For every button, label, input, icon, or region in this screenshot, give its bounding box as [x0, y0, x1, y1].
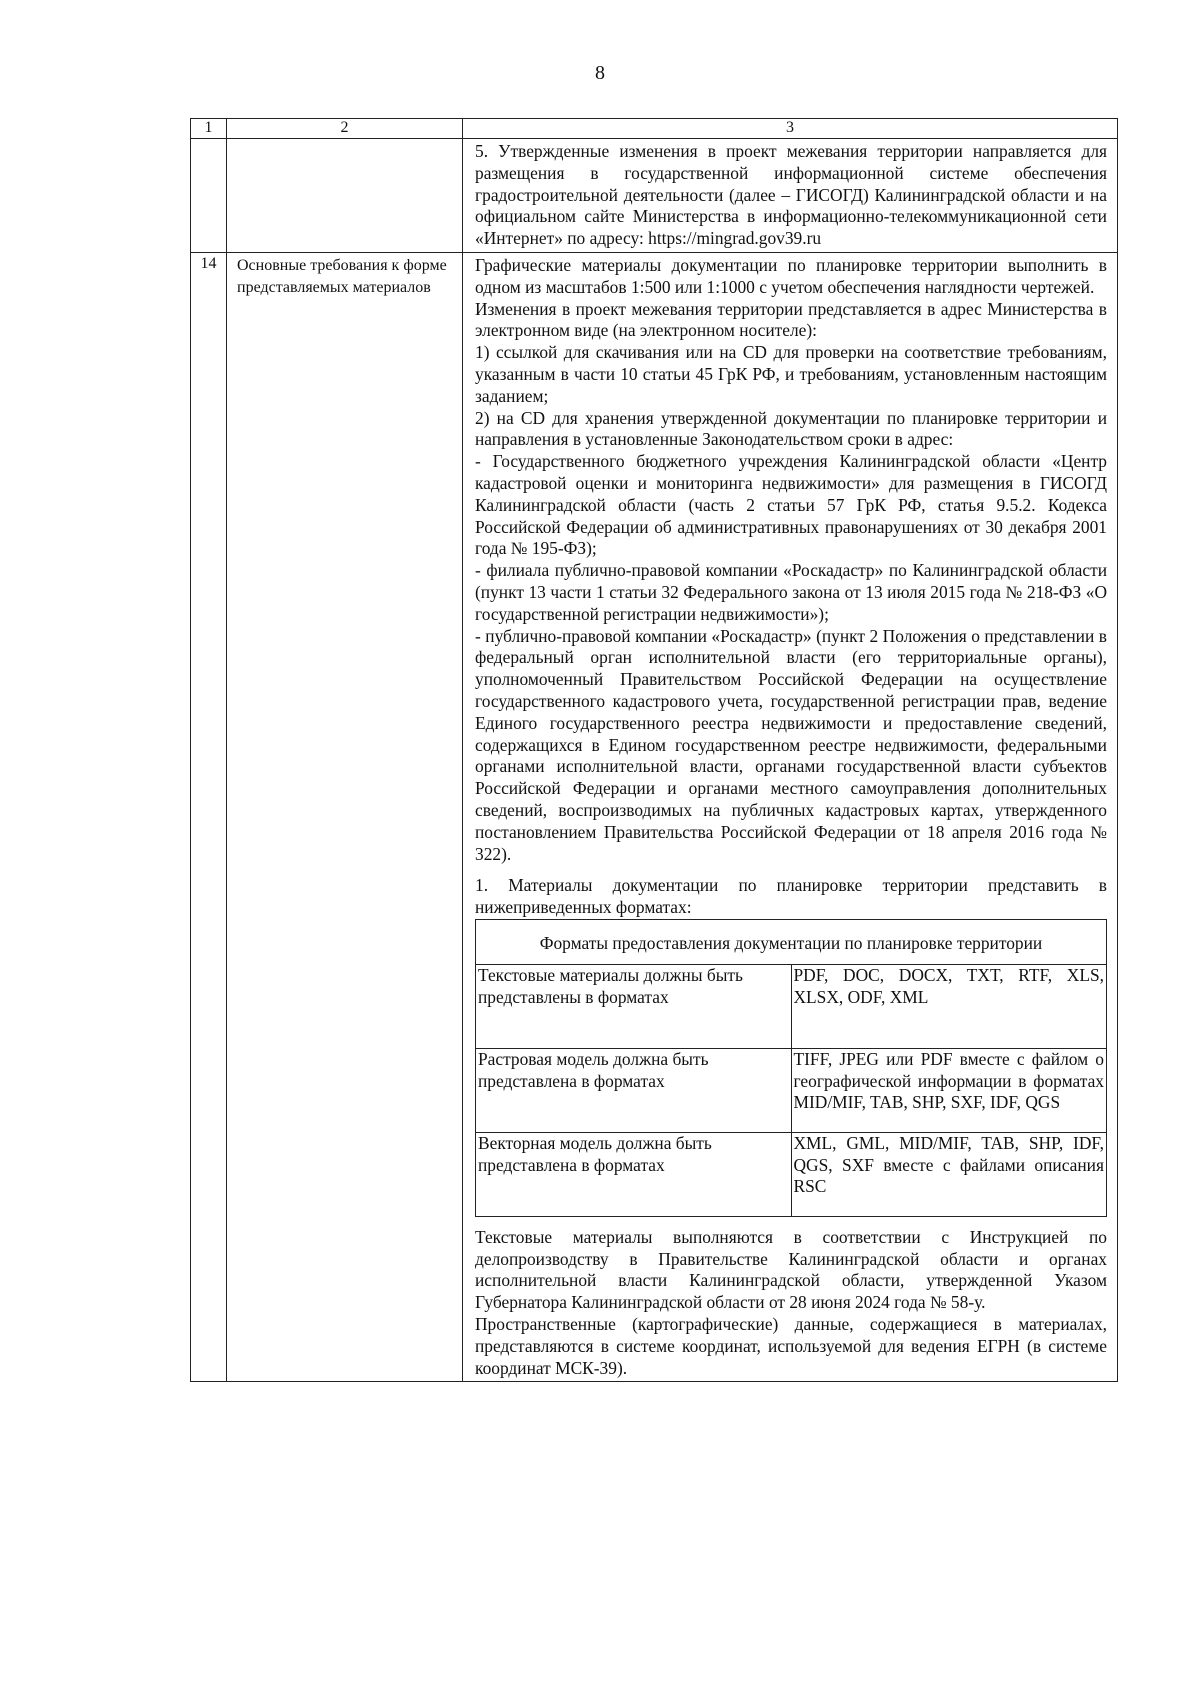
- requirements-table: [190, 118, 1118, 1382]
- paragraph-recipient-gbu: - Государственного бюджетного учреждения Калининградской области «Центр кадастровой оценки и мониторинга недвижимости» для размещения в ГИСОГД Калининградской области (часть 2 статьи 57 ГрК РФ, статья 9.5.2. Кодекса Российской Федерации об административных правонарушениях от 30 декабря 2001 года № 195-ФЗ);: [475, 451, 1107, 559]
- formats-table: [475, 919, 1107, 1217]
- paragraph-instruction: Текстовые материалы выполняются в соответствии с Инструкцией по делопроизводству в Правительстве Калининградской области и органах исполнительной власти Калининградской области, утвержденной Указом Губернатора Калининградской области от 28 июня 2024 года № 58-у.: [475, 1226, 1107, 1313]
- formats-row-label: Растровая модель должна быть представлена в форматах: [476, 1048, 792, 1132]
- page-number: 8: [595, 62, 605, 84]
- paragraph-item-2: 2) на CD для хранения утвержденной документации по планировке территории и направления в установленные Законодательством сроки в адрес:: [475, 407, 1107, 450]
- table-row-14: [191, 252, 1118, 1381]
- paragraph-scale: Графические материалы документации по планировке территории выполнить в одном из масштабов 1:500 или 1:1000 с учетом обеспечения наглядности чертежей.: [475, 254, 1107, 297]
- row-label: Основные требования к форме представляемых материалов: [227, 252, 463, 1381]
- paragraph-formats-intro: 1. Материалы документации по планировке территории представить в нижеприведенных форматах:: [475, 875, 1107, 918]
- header-col-2: 2: [227, 119, 463, 139]
- formats-row-raster: [476, 1048, 1107, 1132]
- paragraph-item-1: 1) ссылкой для скачивания или на CD для проверки на соответствие требованиям, указанным в части 10 статьи 45 ГрК РФ, и требованиям, установленным настоящим заданием;: [475, 342, 1107, 406]
- formats-row-label: Векторная модель должна быть представлена в форматах: [476, 1132, 792, 1216]
- table-row-continued: [191, 139, 1118, 253]
- formats-row-value: XML, GML, MID/MIF, TAB, SHP, IDF, QGS, SXF вместе с файлами описания RSC: [791, 1132, 1107, 1216]
- paragraph-item-5: 5. Утвержденные изменения в проект межевания территории направляется для размещения в государственной информационной системе обеспечения градостроительной деятельности (далее – ГИСОГД) Калининградской области и на официальном сайте Министерства в информационно-телекоммуникационной сети «Интернет» по адресу: https://mingrad.gov39.ru: [475, 141, 1107, 249]
- paragraph-electronic-form: Изменения в проект межевания территории представляется в адрес Министерства в электронном виде (на электронном носителе):: [475, 298, 1107, 341]
- paragraph-recipient-roskadastr: - публично-правовой компании «Роскадастр» (пункт 2 Положения о представлении в федеральный орган исполнительной власти (его территориальные органы), уполномоченный Правительством Российской Федерации на осуществление государственного кадастрового учета, государственной регистрации прав, ведение Единого государственного реестра недвижимости и предоставление сведений, содержащихся в Едином государственном реестре недвижимости, федеральными органами исполнительной власти, органами государственной власти субъектов Российской Федерации и органами местного самоуправления дополнительных сведений, воспроизводимых на публичных кадастровых картах, утвержденного постановлением Правительства Российской Федерации от 18 апреля 2016 года № 322).: [475, 625, 1107, 864]
- table-header-row: [191, 119, 1118, 139]
- row-number: 14: [191, 252, 227, 1381]
- formats-row-text: [476, 964, 1107, 1048]
- formats-row-vector: [476, 1132, 1107, 1216]
- formats-row-label: Текстовые материалы должны быть представлены в форматах: [476, 964, 792, 1048]
- formats-table-title: Форматы предоставления документации по планировке территории: [476, 919, 1107, 964]
- formats-row-value: TIFF, JPEG или PDF вместе с файлом о географической информации в форматах MID/MIF, TAB, SHP, SXF, IDF, QGS: [791, 1048, 1107, 1132]
- formats-row-value: PDF, DOC, DOCX, TXT, RTF, XLS, XLSX, ODF, XML: [791, 964, 1107, 1048]
- paragraph-coordinates: Пространственные (картографические) данные, содержащиеся в материалах, представляются в системе координат, используемой для ведения ЕГРН (в системе координат МСК-39).: [475, 1314, 1107, 1378]
- header-col-3: 3: [463, 119, 1118, 139]
- paragraph-recipient-filial: - филиала публично-правовой компании «Роскадастр» по Калининградской области (пункт 13 части 1 статьи 32 Федерального закона от 13 июля 2015 года № 218-ФЗ «О государственной регистрации недвижимости»);: [475, 560, 1107, 624]
- header-col-1: 1: [191, 119, 227, 139]
